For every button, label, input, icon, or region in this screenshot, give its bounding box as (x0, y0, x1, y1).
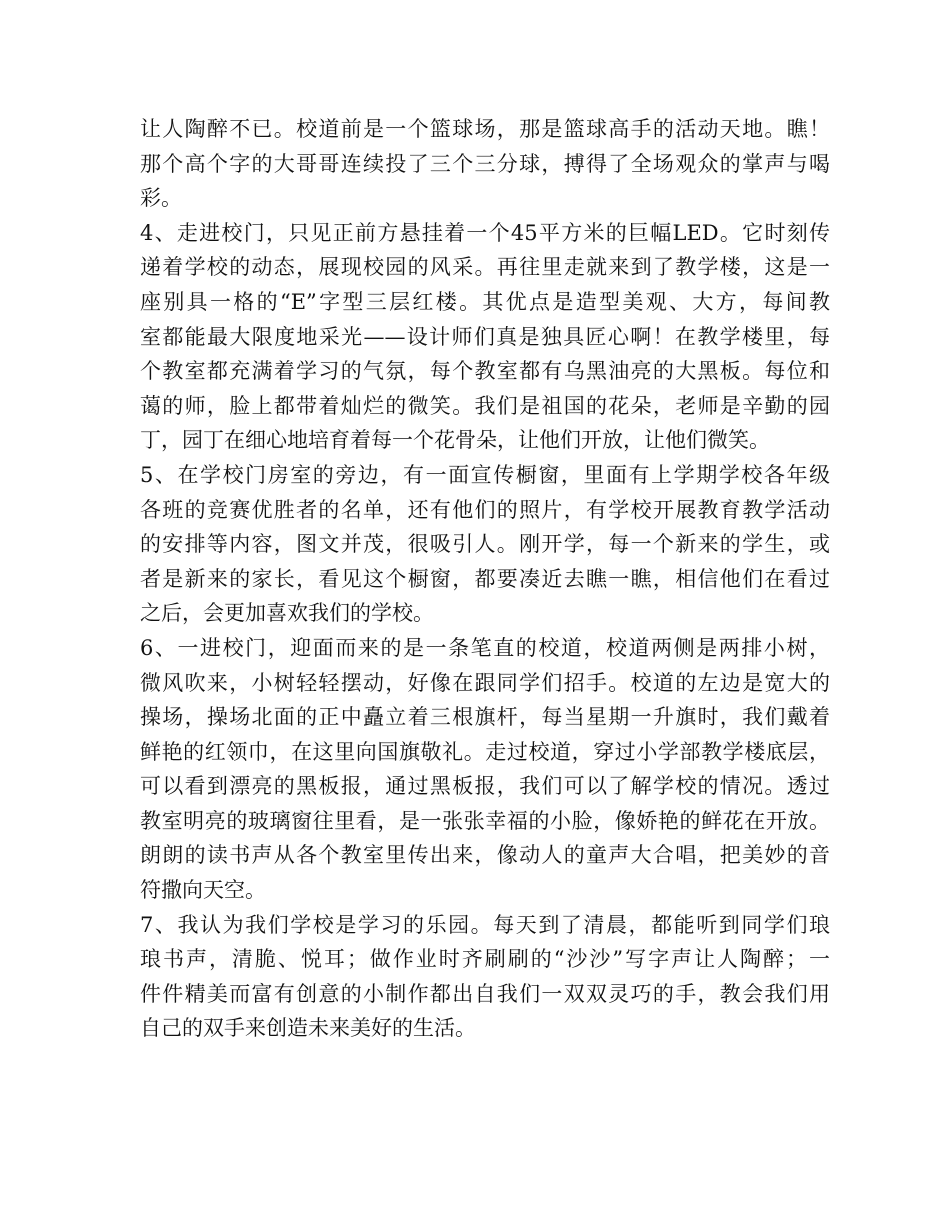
text-line: 丁，园丁在细心地培育着每一个花骨朵，让他们开放，让他们微笑。 (140, 428, 770, 453)
text-line: 蔼的师，脸上都带着灿烂的微笑。我们是祖国的花朵，老师是辛勤的园 (140, 393, 830, 418)
text-line: 琅书声，清脆、悦耳；做作业时齐刷刷的“沙沙”写字声让人陶醉；一 (140, 947, 830, 972)
text-line: 彩。 (140, 186, 182, 211)
text-line: 的安排等内容，图文并茂，很吸引人。刚开学，每一个新来的学生，或 (140, 532, 830, 557)
text-line: 自己的双手来创造未来美好的生活。 (140, 1016, 476, 1041)
text-line: 递着学校的动态，展现校园的风采。再往里走就来到了教学楼，这是一 (140, 255, 830, 280)
text-line: 那个高个字的大哥哥连续投了三个三分球，搏得了全场观众的掌声与喝 (140, 151, 830, 176)
text-line: 鲜艳的红领巾，在这里向国旗敬礼。走过校道，穿过小学部教学楼底层， (140, 739, 830, 764)
text-line: 微风吹来，小树轻轻摆动，好像在跟同学们招手。校道的左边是宽大的 (140, 670, 830, 695)
text-line: 符撒向天空。 (140, 878, 266, 903)
text-line: 朗朗的读书声从各个教室里传出来，像动人的童声大合唱，把美妙的音 (140, 843, 830, 868)
text-line: 者是新来的家长，看见这个橱窗，都要凑近去瞧一瞧，相信他们在看过 (140, 566, 830, 591)
text-line: 7、我认为我们学校是学习的乐园。每天到了清晨，都能听到同学们琅 (140, 912, 830, 937)
text-line: 座别具一格的“E”字型三层红楼。其优点是造型美观、大方，每间教 (140, 289, 830, 314)
text-line: 件件精美而富有创意的小制作都出自我们一双双灵巧的手，教会我们用 (140, 981, 830, 1006)
document-body (140, 112, 830, 1046)
text-line: 4、走进校门，只见正前方悬挂着一个45平方米的巨幅LED。它时刻传 (140, 220, 830, 245)
text-line: 室都能最大限度地采光——设计师们真是独具匠心啊！在教学楼里，每 (140, 324, 830, 349)
text-line: 教室明亮的玻璃窗往里看，是一张张幸福的小脸，像娇艳的鲜花在开放。 (140, 808, 830, 833)
text-line: 个教室都充满着学习的气氛，每个教室都有乌黑油亮的大黑板。每位和 (140, 359, 830, 384)
text-line: 5、在学校门房室的旁边，有一面宣传橱窗，里面有上学期学校各年级 (140, 462, 830, 487)
text-line: 让人陶醉不已。校道前是一个篮球场，那是篮球高手的活动天地。瞧！ (140, 117, 830, 141)
text-line: 之后，会更加喜欢我们的学校。 (140, 601, 434, 626)
text-line: 各班的竞赛优胜者的名单，还有他们的照片，有学校开展教育教学活动 (140, 497, 830, 522)
text-line: 可以看到漂亮的黑板报，通过黑板报，我们可以了解学校的情况。透过 (140, 774, 830, 799)
text-line: 操场，操场北面的正中矗立着三根旗杆，每当星期一升旗时，我们戴着 (140, 705, 830, 730)
text-line: 6、一进校门，迎面而来的是一条笔直的校道，校道两侧是两排小树， (140, 635, 830, 660)
